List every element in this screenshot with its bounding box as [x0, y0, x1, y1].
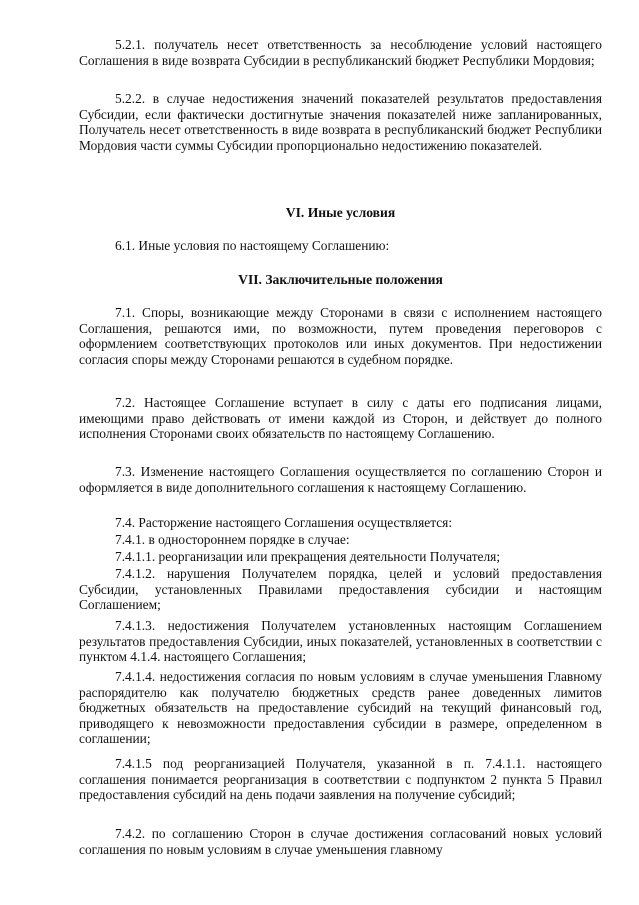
paragraph-7-4: 7.4. Расторжение настоящего Соглашения осуществляется:: [115, 515, 453, 530]
paragraph-5-2-1: 5.2.1. получатель несет ответственность за несоблюдение условий настоящего Соглашения в виде возврата Субсидии в республиканский бюджет Республики Мордовия;: [79, 37, 602, 68]
section-7-heading: VII. Заключительные положения: [238, 272, 443, 287]
paragraph-7-4-1-4: 7.4.1.4. недостижения согласия по новым условиям в случае уменьшения Главному распорядителю как получателю бюджетных средств ранее доведенных лимитов бюджетных обязательств на предоставление субсидий на текущий финансовый год, приводящего к невозможности предоставления субсидии в размере, определенном в соглашении;: [79, 669, 602, 747]
paragraph-7-3: 7.3. Изменение настоящего Соглашения осуществляется по соглашению Сторон и оформляется в виде дополнительного соглашения к настоящему Соглашению.: [79, 464, 602, 495]
paragraph-7-4-2: 7.4.2. по соглашению Сторон в случае достижения согласований новых условий соглашения по новым условиям в случае уменьшения главному: [79, 826, 602, 857]
paragraph-7-4-1: 7.4.1. в одностороннем порядке в случае:: [115, 532, 350, 547]
paragraph-7-4-1-5: 7.4.1.5 под реорганизацией Получателя, указанной в п. 7.4.1.1. настоящего соглашения понимается реорганизация в соответствии с подпунктом 2 пункта 5 Правил предоставления субсидий на день подачи заявления на получение субсидий;: [79, 756, 602, 803]
paragraph-7-4-1-3: 7.4.1.3. недостижения Получателем установленных настоящим Соглашением результатов предоставления Субсидии, иных показателей, установленных в соответствии с пунктом 4.1.4. настоящего Соглашения;: [79, 618, 602, 665]
section-6-heading: VI. Иные условия: [285, 205, 396, 220]
paragraph-7-4-1-1: 7.4.1.1. реорганизации или прекращения деятельности Получателя;: [115, 549, 501, 564]
paragraph-7-4-1-2: 7.4.1.2. нарушения Получателем порядка, целей и условий предоставления Субсидии, установленных Правилами предоставления субсидии и настоящим Соглашением;: [79, 566, 602, 613]
paragraph-7-1: 7.1. Споры, возникающие между Сторонами в связи с исполнением настоящего Соглашения, решаются ими, по возможности, путем проведения переговоров с оформлением соответствующих протоколов или иных документов. При недостижении согласия споры между Сторонами решаются в судебном порядке.: [79, 305, 602, 367]
paragraph-6-1: 6.1. Иные условия по настоящему Соглашению:: [115, 238, 390, 253]
paragraph-7-2: 7.2. Настоящее Соглашение вступает в силу с даты его подписания лицами, имеющими право действовать от имени каждой из Сторон, и действует до полного исполнения Сторонами своих обязательств по настоящему Соглашению.: [79, 395, 602, 442]
paragraph-5-2-2: 5.2.2. в случае недостижения значений показателей результатов предоставления Субсидии, если фактически достигнутые значения показателей ниже запланированных, Получатель несет ответственность в виде возврата в республиканский бюджет Республики Мордовия части суммы Субсидии пропорционально недостижению показателей.: [79, 91, 602, 153]
